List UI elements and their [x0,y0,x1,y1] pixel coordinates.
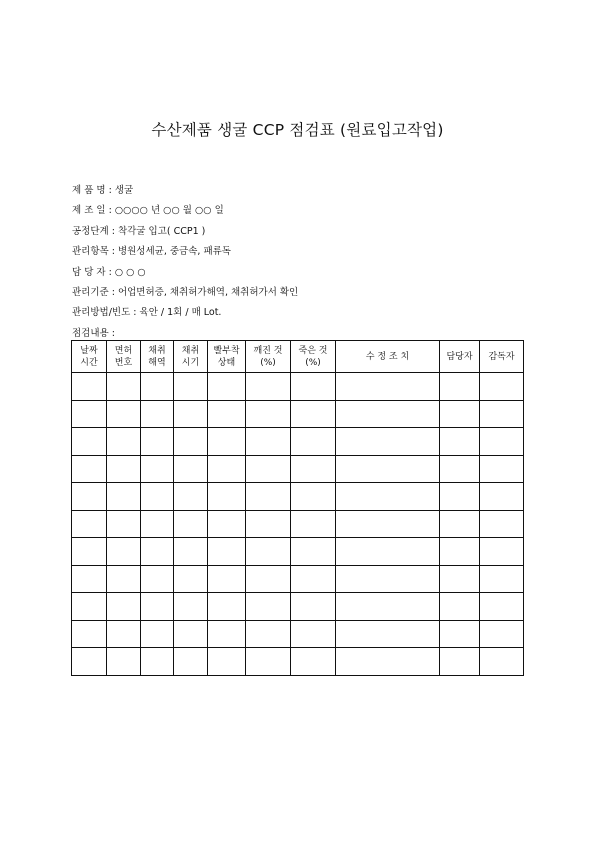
table-cell[interactable] [440,428,480,456]
table-cell[interactable] [336,455,440,483]
col-header-license-no: 면허 번호 [107,341,141,373]
table-cell[interactable] [246,538,291,566]
table-cell[interactable] [141,510,174,538]
table-cell[interactable] [174,538,208,566]
table-row [72,593,524,621]
table-cell[interactable] [246,373,291,401]
manufacture-date-label: 제 조 일 : [72,205,115,217]
table-cell[interactable] [291,565,336,593]
inspection-content-label: 점검내용 : [72,327,115,339]
page-title: 수산제품 생굴 CCP 점검표 (원료입고작업) [151,121,444,139]
table-cell[interactable] [440,620,480,648]
table-cell[interactable] [440,593,480,621]
info-row-product-name [72,181,298,201]
table-cell[interactable] [291,648,336,676]
manufacture-date-value: ○○○○ 년 ○○ 월 ○○ 일 [114,205,224,217]
table-cell[interactable] [291,593,336,621]
table-cell[interactable] [107,648,141,676]
table-cell[interactable] [291,455,336,483]
table-cell[interactable] [480,373,524,401]
table-cell[interactable] [480,538,524,566]
table-row [72,648,524,676]
info-row-control-method [72,303,298,323]
table-row [72,400,524,428]
table-cell[interactable] [208,538,246,566]
table-cell[interactable] [336,510,440,538]
table-row [72,455,524,483]
table-cell[interactable] [291,373,336,401]
table-cell[interactable] [107,565,141,593]
table-cell[interactable] [174,428,208,456]
table-cell[interactable] [336,593,440,621]
control-criteria-label: 관리기준 : [72,287,118,299]
table-cell[interactable] [291,620,336,648]
table-row [72,620,524,648]
table-cell[interactable] [291,400,336,428]
col-header-date-time: 날짜 시간 [72,341,107,373]
table-cell[interactable] [72,620,107,648]
table-cell[interactable] [440,538,480,566]
col-header-attachment-state: 빨부착 상태 [208,341,246,373]
person-in-charge-value: ○ ○ ○ [114,266,146,278]
table-cell[interactable] [72,373,107,401]
table-cell[interactable] [174,400,208,428]
table-cell[interactable] [107,455,141,483]
col-header-person-in-charge: 담당자 [440,341,480,373]
table-cell[interactable] [440,373,480,401]
col-header-supervisor: 감독자 [480,341,524,373]
table-cell[interactable] [107,538,141,566]
col-header-corrective-action: 수 정 조 치 [336,341,440,373]
table-cell[interactable] [72,593,107,621]
table-cell[interactable] [246,428,291,456]
table-cell[interactable] [107,400,141,428]
table-cell[interactable] [480,400,524,428]
table-cell[interactable] [480,428,524,456]
table-cell[interactable] [336,483,440,511]
info-row-person-in-charge [72,263,298,283]
table-cell[interactable] [141,565,174,593]
table-cell[interactable] [440,648,480,676]
control-items-value: 병원성세균, 중금속, 패류독 [117,246,231,258]
table-cell[interactable] [336,538,440,566]
table-cell[interactable] [174,593,208,621]
col-header-harvest-area: 채취 해역 [141,341,174,373]
table-row [72,538,524,566]
process-stage-value: 착각굴 입고( CCP1 ) [117,225,206,237]
table-cell[interactable] [246,455,291,483]
table-cell[interactable] [72,648,107,676]
table-cell[interactable] [174,648,208,676]
table-cell[interactable] [440,483,480,511]
table-cell[interactable] [72,538,107,566]
table-cell[interactable] [208,565,246,593]
col-header-harvest-time: 채취 시기 [174,341,208,373]
table-header-row [72,341,524,373]
table-cell[interactable] [440,510,480,538]
table-cell[interactable] [208,510,246,538]
info-row-process-stage [72,222,298,242]
table-cell[interactable] [141,648,174,676]
table-cell[interactable] [208,483,246,511]
table-cell[interactable] [72,483,107,511]
table-cell[interactable] [246,648,291,676]
table-cell[interactable] [174,565,208,593]
control-method-label: 관리방법/빈도 : [72,307,140,319]
table-cell[interactable] [440,455,480,483]
table-row [72,428,524,456]
table-cell[interactable] [291,510,336,538]
table-cell[interactable] [208,620,246,648]
table-cell[interactable] [141,593,174,621]
table-row [72,373,524,401]
col-header-dead-pct: 죽은 것 (%) [291,341,336,373]
table-cell[interactable] [208,648,246,676]
table-cell[interactable] [336,373,440,401]
control-items-label: 관리항목 : [72,246,118,258]
table-cell[interactable] [246,565,291,593]
table-cell[interactable] [174,373,208,401]
info-row-control-criteria [72,283,298,303]
table-cell[interactable] [480,510,524,538]
table-body [72,373,524,676]
table-cell[interactable] [336,400,440,428]
table-cell[interactable] [107,510,141,538]
table-row [72,483,524,511]
table-cell[interactable] [208,400,246,428]
table-cell[interactable] [141,373,174,401]
table-row [72,510,524,538]
table-cell[interactable] [72,400,107,428]
table-cell[interactable] [141,483,174,511]
table-cell[interactable] [72,565,107,593]
person-in-charge-label: 담 당 자 : [72,266,115,278]
table-cell[interactable] [107,593,141,621]
table-cell[interactable] [291,538,336,566]
table-cell[interactable] [291,483,336,511]
table-cell[interactable] [72,455,107,483]
table-cell[interactable] [107,428,141,456]
table-cell[interactable] [246,620,291,648]
product-name-value: 생굴 [114,185,134,196]
table-cell[interactable] [336,648,440,676]
table-cell[interactable] [141,538,174,566]
table-cell[interactable] [440,565,480,593]
table-cell[interactable] [246,593,291,621]
table-cell[interactable] [246,483,291,511]
table-cell[interactable] [480,483,524,511]
table-cell[interactable] [107,620,141,648]
table-cell[interactable] [107,483,141,511]
process-stage-label: 공정단계 : [72,225,118,237]
control-method-value: 육안 / 1회 / 매 Lot. [139,307,222,319]
control-criteria-value: 어업면허증, 채취허가해역, 채취허가서 확인 [117,287,299,299]
table-cell[interactable] [291,428,336,456]
table-cell[interactable] [480,455,524,483]
table-cell[interactable] [336,620,440,648]
table-cell[interactable] [72,428,107,456]
table-cell[interactable] [72,510,107,538]
table-row [72,565,524,593]
table-cell[interactable] [141,620,174,648]
info-row-manufacture-date [72,201,298,221]
table-cell[interactable] [480,620,524,648]
table-cell[interactable] [246,400,291,428]
col-header-broken-pct: 깨진 것 (%) [246,341,291,373]
table-cell[interactable] [480,565,524,593]
info-block [72,181,298,344]
table-cell[interactable] [107,373,141,401]
table-cell[interactable] [141,428,174,456]
table-cell[interactable] [174,510,208,538]
table-cell[interactable] [174,455,208,483]
table-cell[interactable] [440,400,480,428]
table-cell[interactable] [208,428,246,456]
table-cell[interactable] [174,483,208,511]
product-name-label: 제 품 명 : [72,185,115,196]
inspection-table [71,340,524,676]
table-cell[interactable] [208,593,246,621]
table-cell[interactable] [141,455,174,483]
table-cell[interactable] [336,565,440,593]
info-row-control-items [72,242,298,262]
table-cell[interactable] [174,620,208,648]
table-cell[interactable] [480,593,524,621]
table-cell[interactable] [480,648,524,676]
table-cell[interactable] [208,455,246,483]
table-cell[interactable] [208,373,246,401]
table-cell[interactable] [246,510,291,538]
table-cell[interactable] [336,428,440,456]
table-cell[interactable] [141,400,174,428]
